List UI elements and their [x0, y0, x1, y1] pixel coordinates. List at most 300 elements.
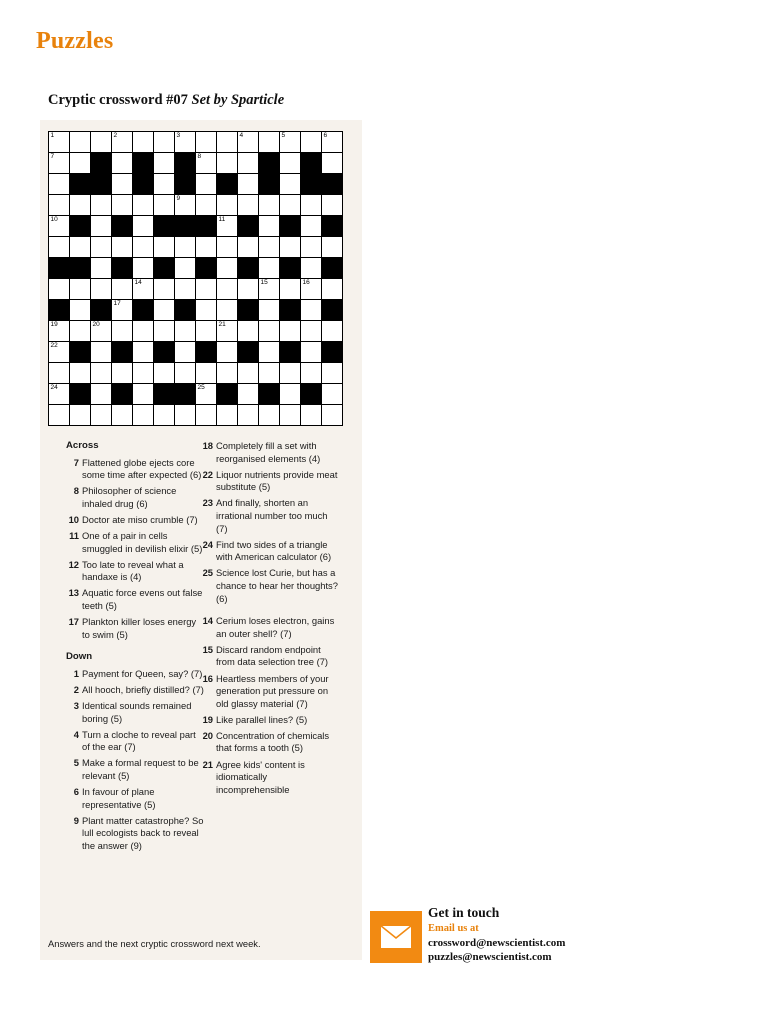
grid-cell[interactable] — [322, 237, 343, 258]
clue-item[interactable] — [200, 567, 340, 605]
clue-number: 5 — [73, 757, 79, 769]
grid-block — [301, 384, 322, 405]
grid-block — [154, 216, 175, 237]
grid-cell[interactable] — [259, 132, 280, 153]
grid-cell[interactable] — [301, 216, 322, 237]
grid-cell[interactable] — [112, 174, 133, 195]
grid-row — [49, 300, 343, 321]
grid-cell[interactable] — [280, 405, 301, 426]
grid-cell-number: 15 — [260, 279, 268, 286]
grid-block — [133, 174, 154, 195]
puzzle-heading — [48, 92, 284, 109]
grid-cell[interactable] — [259, 363, 280, 384]
grid-block — [238, 258, 259, 279]
grid-cell[interactable] — [133, 237, 154, 258]
grid-cell[interactable] — [91, 216, 112, 237]
clue-item[interactable] — [66, 729, 206, 754]
grid-cell[interactable] — [133, 195, 154, 216]
grid-cell[interactable] — [217, 153, 238, 174]
grid-row — [49, 258, 343, 279]
grid-block — [49, 258, 70, 279]
grid-cell[interactable] — [175, 405, 196, 426]
grid-block — [322, 216, 343, 237]
grid-cell[interactable] — [301, 321, 322, 342]
grid-row — [49, 237, 343, 258]
grid-cell[interactable] — [259, 237, 280, 258]
grid-block — [301, 174, 322, 195]
grid-block — [217, 384, 238, 405]
grid-block — [322, 300, 343, 321]
puzzle-title: Cryptic crossword #07 — [48, 92, 188, 108]
grid-cell[interactable] — [196, 174, 217, 195]
grid-cell[interactable] — [301, 132, 322, 153]
clue-item[interactable] — [200, 440, 340, 465]
clue-number: 14 — [202, 615, 213, 627]
grid-cell[interactable] — [133, 342, 154, 363]
clue-text: Cerium loses electron, gains an outer shell? (7) — [216, 615, 335, 639]
grid-cell[interactable] — [238, 174, 259, 195]
grid-cell[interactable] — [154, 405, 175, 426]
grid-cell[interactable] — [217, 195, 238, 216]
clue-text: Liquor nutrients provide meat substitute (5) — [216, 468, 338, 493]
grid-cell[interactable] — [238, 384, 259, 405]
grid-cell[interactable] — [217, 342, 238, 363]
grid-row — [49, 195, 343, 216]
grid-cell[interactable] — [175, 342, 196, 363]
clue-item[interactable] — [66, 559, 206, 584]
grid-cell[interactable] — [112, 300, 133, 321]
grid-cell[interactable] — [175, 279, 196, 300]
grid-cell[interactable] — [196, 321, 217, 342]
clue-item[interactable] — [66, 616, 206, 641]
grid-block — [91, 300, 112, 321]
clue-item[interactable] — [200, 673, 340, 711]
clue-text: Aquatic force evens out false teeth (5) — [82, 587, 203, 612]
grid-cell-number: 7 — [50, 153, 55, 160]
grid-cell[interactable] — [259, 300, 280, 321]
grid-cell-number: 5 — [281, 132, 286, 139]
grid-cell[interactable] — [280, 363, 301, 384]
grid-cell[interactable] — [133, 258, 154, 279]
grid-cell[interactable] — [280, 384, 301, 405]
grid-cell[interactable] — [133, 384, 154, 405]
clue-text: And finally, shorten an irrational number too much (7) — [216, 497, 328, 534]
grid-block — [196, 216, 217, 237]
grid-cell[interactable] — [175, 195, 196, 216]
grid-cell[interactable] — [49, 216, 70, 237]
grid-cell-number: 11 — [218, 216, 226, 223]
clue-number: 25 — [202, 567, 213, 579]
grid-cell-number: 22 — [50, 342, 58, 349]
grid-cell[interactable] — [175, 258, 196, 279]
clue-item[interactable] — [66, 485, 206, 510]
grid-cell[interactable] — [238, 132, 259, 153]
grid-cell[interactable] — [70, 237, 91, 258]
grid-cell[interactable] — [301, 258, 322, 279]
grid-block — [238, 342, 259, 363]
grid-cell[interactable] — [217, 132, 238, 153]
clue-item[interactable] — [200, 644, 340, 669]
clue-text: Agree kids' content is idiomatically incomprehensible — [216, 758, 305, 795]
grid-cell-number: 4 — [239, 132, 244, 139]
grid-cell[interactable] — [112, 363, 133, 384]
grid-cell[interactable] — [154, 174, 175, 195]
grid-block — [70, 258, 91, 279]
crossword-grid[interactable] — [48, 131, 343, 426]
clue-text: Completely fill a set with reorganised elements (4) — [216, 440, 321, 464]
grid-cell[interactable] — [238, 321, 259, 342]
grid-cell[interactable] — [112, 405, 133, 426]
grid-block — [70, 174, 91, 195]
footnote: Answers and the next cryptic crossword next week. — [48, 938, 261, 949]
grid-cell[interactable] — [259, 195, 280, 216]
grid-row — [49, 363, 343, 384]
grid-cell[interactable] — [154, 279, 175, 300]
clues-column-left — [66, 440, 206, 856]
clue-text: Philosopher of science inhaled drug (6) — [82, 485, 177, 509]
grid-cell[interactable] — [280, 132, 301, 153]
grid-block — [301, 153, 322, 174]
grid-block — [280, 342, 301, 363]
grid-cell[interactable] — [112, 195, 133, 216]
grid-cell-number: 1 — [50, 132, 55, 139]
grid-cell[interactable] — [175, 237, 196, 258]
clue-text: Concentration of chemicals that forms a tooth (5) — [216, 729, 330, 754]
grid-block — [112, 342, 133, 363]
grid-cell[interactable] — [238, 153, 259, 174]
grid-block — [112, 384, 133, 405]
grid-cell-number: 24 — [50, 384, 58, 391]
grid-block — [70, 216, 91, 237]
clue-number: 21 — [202, 758, 213, 770]
grid-cell[interactable] — [196, 195, 217, 216]
clue-item[interactable] — [66, 700, 206, 725]
grid-cell[interactable] — [175, 132, 196, 153]
grid-cell[interactable] — [301, 300, 322, 321]
clue-item[interactable] — [200, 730, 340, 755]
grid-cell[interactable] — [280, 321, 301, 342]
grid-cell[interactable] — [301, 195, 322, 216]
clue-number: 8 — [73, 485, 79, 497]
grid-cell[interactable] — [91, 237, 112, 258]
grid-cell[interactable] — [133, 216, 154, 237]
grid-cell[interactable] — [196, 132, 217, 153]
grid-cell[interactable] — [217, 363, 238, 384]
grid-cell[interactable] — [238, 279, 259, 300]
grid-cell-number: 25 — [197, 384, 205, 391]
clue-text: Find two sides of a triangle with American calculator (6) — [216, 538, 332, 563]
clue-item[interactable] — [66, 668, 206, 681]
grid-cell[interactable] — [322, 405, 343, 426]
grid-cell[interactable] — [217, 279, 238, 300]
grid-cell[interactable] — [154, 321, 175, 342]
grid-cell[interactable] — [280, 153, 301, 174]
grid-block — [133, 153, 154, 174]
clue-item[interactable] — [66, 786, 206, 811]
grid-cell[interactable] — [322, 195, 343, 216]
clue-number: 18 — [202, 440, 213, 451]
clue-item[interactable] — [66, 514, 206, 527]
clue-item[interactable] — [200, 469, 340, 494]
down-heading: Down — [66, 651, 93, 663]
grid-cell[interactable] — [259, 216, 280, 237]
grid-cell[interactable] — [91, 279, 112, 300]
grid-cell[interactable] — [112, 321, 133, 342]
grid-cell[interactable] — [322, 153, 343, 174]
grid-cell[interactable] — [49, 132, 70, 153]
grid-row — [49, 216, 343, 237]
grid-cell[interactable] — [217, 300, 238, 321]
grid-cell[interactable] — [49, 195, 70, 216]
grid-block — [175, 384, 196, 405]
grid-cell-number: 14 — [134, 279, 142, 286]
grid-block — [280, 258, 301, 279]
grid-block — [175, 216, 196, 237]
grid-cell[interactable] — [91, 258, 112, 279]
grid-cell[interactable] — [280, 237, 301, 258]
grid-block — [154, 342, 175, 363]
grid-cell[interactable] — [70, 153, 91, 174]
grid-block — [322, 174, 343, 195]
grid-cell[interactable] — [154, 237, 175, 258]
grid-block — [175, 174, 196, 195]
grid-cell[interactable] — [280, 195, 301, 216]
clue-number: 22 — [202, 468, 213, 480]
grid-cell[interactable] — [322, 363, 343, 384]
clue-text: Identical sounds remained boring (5) — [82, 700, 192, 724]
grid-cell[interactable] — [238, 405, 259, 426]
grid-cell[interactable] — [196, 300, 217, 321]
grid-cell[interactable] — [196, 405, 217, 426]
grid-cell[interactable] — [91, 321, 112, 342]
clue-number: 23 — [202, 497, 213, 509]
clue-item[interactable] — [200, 497, 340, 535]
grid-row — [49, 132, 343, 153]
grid-cell[interactable] — [217, 405, 238, 426]
grid-block — [154, 384, 175, 405]
grid-cell[interactable] — [70, 363, 91, 384]
clue-item[interactable] — [66, 684, 206, 697]
grid-cell[interactable] — [301, 237, 322, 258]
grid-cell[interactable] — [133, 132, 154, 153]
clue-number: 12 — [68, 558, 79, 570]
grid-cell[interactable] — [301, 405, 322, 426]
grid-cell[interactable] — [238, 237, 259, 258]
across-heading: Across — [66, 440, 99, 451]
clue-text: All hooch, briefly distilled? (7) — [82, 684, 204, 695]
clue-item[interactable] — [66, 530, 206, 555]
grid-block — [154, 258, 175, 279]
grid-block — [259, 153, 280, 174]
grid-cell[interactable] — [49, 384, 70, 405]
clue-number: 9 — [73, 814, 79, 826]
grid-cell[interactable] — [112, 132, 133, 153]
grid-cell[interactable] — [301, 279, 322, 300]
grid-cell[interactable] — [49, 363, 70, 384]
grid-cell[interactable] — [322, 132, 343, 153]
grid-cell[interactable] — [49, 174, 70, 195]
grid-cell[interactable] — [322, 384, 343, 405]
grid-cell[interactable] — [217, 321, 238, 342]
clue-number: 15 — [202, 643, 213, 655]
grid-cell[interactable] — [91, 132, 112, 153]
grid-block — [238, 300, 259, 321]
grid-cell[interactable] — [217, 237, 238, 258]
grid-cell[interactable] — [49, 321, 70, 342]
grid-row — [49, 384, 343, 405]
grid-cell[interactable] — [133, 279, 154, 300]
grid-cell-number: 8 — [197, 153, 202, 160]
clue-item[interactable] — [66, 457, 206, 482]
grid-block — [91, 174, 112, 195]
grid-row — [49, 153, 343, 174]
grid-block — [322, 342, 343, 363]
clue-number: 20 — [202, 729, 213, 741]
clue-text: Like parallel lines? (5) — [216, 713, 308, 725]
clue-item[interactable] — [66, 587, 206, 612]
clue-text: Plant matter catastrophe? So lull ecologists back to reveal the answer (9) — [82, 814, 204, 852]
clue-text: In favour of plane representative (5) — [82, 786, 156, 810]
clue-text: Make a formal request to be relevant (5) — [82, 757, 199, 782]
grid-cell-number: 3 — [176, 132, 181, 139]
contact-subheading: Email us at — [428, 923, 479, 934]
contact-email-puzzles[interactable]: puzzles@newscientist.com — [428, 951, 552, 963]
clue-number: 13 — [68, 587, 79, 599]
grid-cell[interactable] — [91, 342, 112, 363]
clue-number: 24 — [202, 538, 213, 550]
grid-cell[interactable] — [259, 279, 280, 300]
contact-email-crossword[interactable]: crossword@newscientist.com — [428, 937, 566, 949]
grid-cell[interactable] — [70, 321, 91, 342]
grid-cell[interactable] — [70, 195, 91, 216]
grid-cell[interactable] — [301, 342, 322, 363]
grid-cell[interactable] — [49, 279, 70, 300]
grid-cell[interactable] — [280, 279, 301, 300]
grid-block — [112, 258, 133, 279]
grid-cell[interactable] — [91, 405, 112, 426]
grid-cell[interactable] — [70, 279, 91, 300]
grid-cell[interactable] — [259, 258, 280, 279]
clue-number: 16 — [202, 672, 213, 684]
grid-cell[interactable] — [154, 132, 175, 153]
clue-item[interactable] — [66, 815, 206, 853]
grid-block — [49, 300, 70, 321]
clue-number: 19 — [202, 713, 213, 725]
grid-cell[interactable] — [154, 195, 175, 216]
grid-block — [175, 300, 196, 321]
envelope-icon — [370, 911, 422, 963]
clue-text: Discard random endpoint from data selection tree (7) — [216, 643, 329, 668]
grid-cell[interactable] — [154, 153, 175, 174]
grid-cell[interactable] — [175, 363, 196, 384]
clues-column-right — [200, 440, 340, 800]
grid-cell[interactable] — [259, 321, 280, 342]
clue-number: 3 — [73, 700, 79, 712]
grid-cell[interactable] — [301, 363, 322, 384]
grid-row — [49, 342, 343, 363]
grid-cell[interactable] — [112, 153, 133, 174]
clue-number: 4 — [73, 728, 79, 740]
grid-cell[interactable] — [280, 174, 301, 195]
clue-number: 11 — [69, 530, 79, 542]
grid-cell[interactable] — [322, 279, 343, 300]
grid-row — [49, 279, 343, 300]
grid-cell-number: 6 — [323, 132, 328, 139]
grid-cell-number: 19 — [50, 321, 58, 328]
grid-block — [175, 153, 196, 174]
grid-cell[interactable] — [217, 258, 238, 279]
grid-block — [217, 174, 238, 195]
clue-text: Doctor ate miso crumble (7) — [82, 513, 198, 525]
grid-cell[interactable] — [49, 237, 70, 258]
grid-block — [196, 258, 217, 279]
grid-cell[interactable] — [49, 405, 70, 426]
grid-cell[interactable] — [154, 300, 175, 321]
grid-cell[interactable] — [70, 300, 91, 321]
grid-cell[interactable] — [322, 321, 343, 342]
clue-number: 17 — [68, 616, 79, 628]
grid-cell-number: 20 — [92, 321, 100, 328]
clue-text: Flattened globe ejects core some time after expected (6) — [82, 456, 202, 481]
grid-cell[interactable] — [238, 363, 259, 384]
grid-cell-number: 2 — [113, 132, 118, 139]
grid-cell[interactable] — [70, 405, 91, 426]
clue-text: Payment for Queen, say? (7) — [82, 667, 203, 679]
grid-block — [259, 384, 280, 405]
grid-row — [49, 405, 343, 426]
grid-cell[interactable] — [238, 195, 259, 216]
grid-cell[interactable] — [175, 321, 196, 342]
grid-cell[interactable] — [70, 132, 91, 153]
grid-cell[interactable] — [259, 342, 280, 363]
grid-block — [322, 258, 343, 279]
clue-item[interactable] — [200, 714, 340, 727]
grid-cell[interactable] — [259, 405, 280, 426]
grid-cell[interactable] — [196, 384, 217, 405]
clue-item[interactable] — [200, 759, 340, 797]
grid-cell[interactable] — [196, 363, 217, 384]
grid-cell[interactable] — [154, 363, 175, 384]
grid-cell-number: 9 — [176, 195, 181, 202]
grid-cell[interactable] — [91, 363, 112, 384]
grid-block — [91, 153, 112, 174]
grid-cell[interactable] — [91, 195, 112, 216]
clue-item[interactable] — [66, 757, 206, 782]
grid-cell[interactable] — [112, 237, 133, 258]
clue-item[interactable] — [200, 539, 340, 564]
clue-text: Science lost Curie, but has a chance to hear her thoughts? (6) — [216, 567, 338, 604]
grid-block — [133, 300, 154, 321]
grid-cell[interactable] — [133, 363, 154, 384]
clue-text: Turn a cloche to reveal part of the ear (7) — [82, 728, 196, 753]
clue-number: 1 — [73, 667, 79, 679]
grid-cell[interactable] — [49, 342, 70, 363]
grid-cell[interactable] — [196, 279, 217, 300]
clue-item[interactable] — [200, 615, 340, 640]
grid-block — [280, 300, 301, 321]
grid-cell[interactable] — [112, 279, 133, 300]
grid-cell[interactable] — [49, 153, 70, 174]
contact-heading: Get in touch — [428, 905, 500, 920]
grid-cell[interactable] — [133, 321, 154, 342]
grid-cell[interactable] — [196, 237, 217, 258]
grid-cell[interactable] — [217, 216, 238, 237]
grid-block — [70, 342, 91, 363]
clue-number: 10 — [68, 513, 79, 525]
grid-cell[interactable] — [133, 405, 154, 426]
grid-cell[interactable] — [196, 153, 217, 174]
grid-cell[interactable] — [91, 384, 112, 405]
